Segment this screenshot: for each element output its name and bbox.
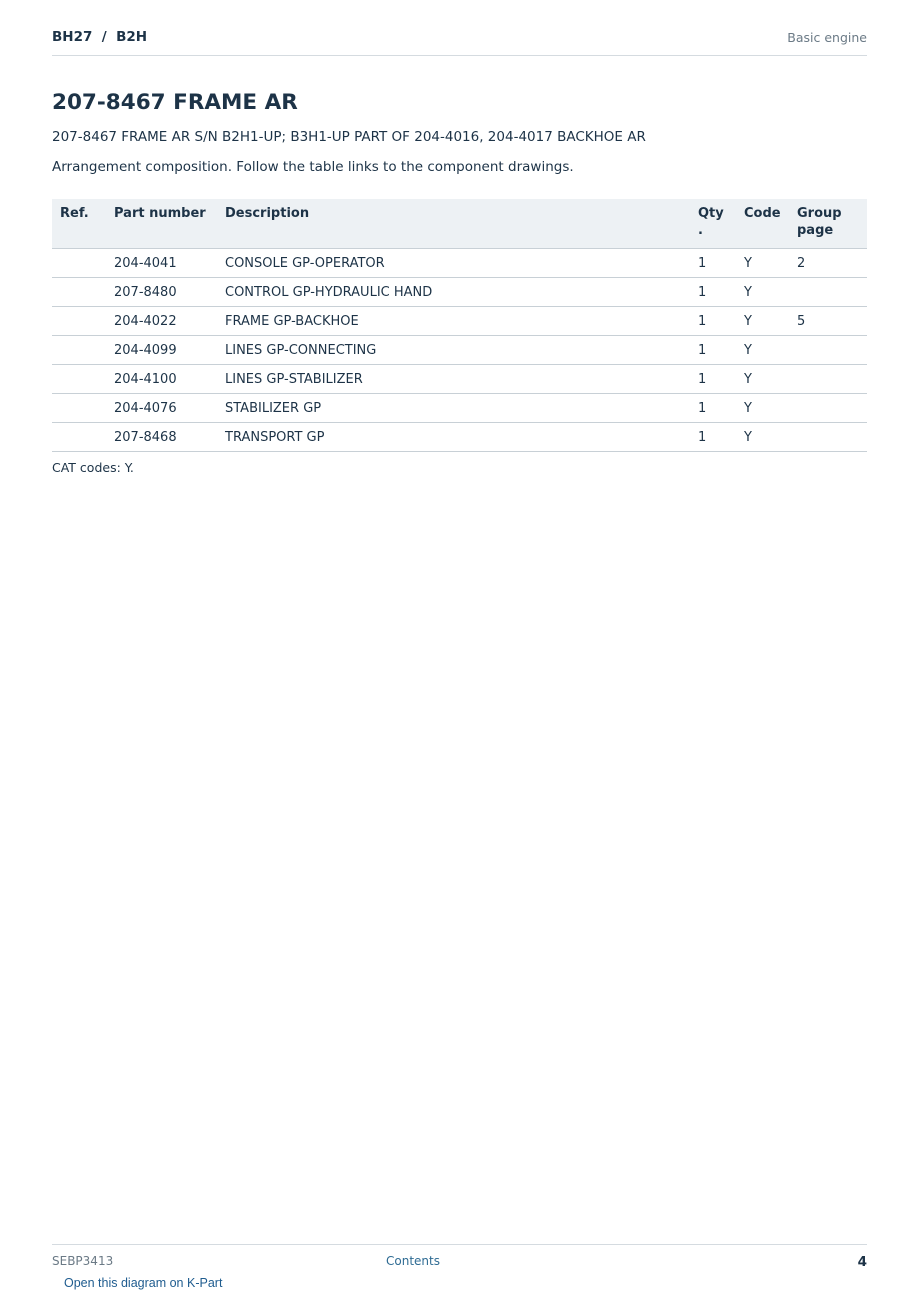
cell-code: Y — [736, 336, 789, 365]
cell-group-page — [789, 278, 867, 307]
cell-ref — [52, 336, 106, 365]
cell-code: Y — [736, 423, 789, 452]
part-number-link[interactable]: 204-4022 — [106, 307, 217, 336]
table-row — [52, 394, 867, 423]
cell-code: Y — [736, 278, 789, 307]
cell-part-number: 204-4076 — [106, 394, 217, 423]
cell-ref — [52, 423, 106, 452]
page-header — [52, 29, 867, 56]
col-header-group-line2: page — [797, 223, 834, 238]
cell-code: Y — [736, 365, 789, 394]
table-row — [52, 307, 867, 336]
group-page-link[interactable]: 2 — [789, 249, 867, 278]
col-header-qty-line2: . — [698, 223, 703, 238]
page-footer — [52, 1244, 867, 1274]
page-number: 4 — [857, 1254, 867, 1270]
open-in-kpart-link[interactable]: Open this diagram on K-Part — [64, 1276, 223, 1290]
col-header-code: Code — [736, 199, 789, 249]
cell-part-number: 204-4100 — [106, 365, 217, 394]
cell-description: FRAME GP-BACKHOE — [217, 307, 690, 336]
col-header-group-page — [789, 199, 867, 249]
parts-table — [52, 199, 867, 452]
cell-group-page — [789, 423, 867, 452]
cell-code: Y — [736, 307, 789, 336]
col-header-ref: Ref. — [52, 199, 106, 249]
cell-description: LINES GP-CONNECTING — [217, 336, 690, 365]
col-header-qty-line1: Qty — [698, 206, 724, 221]
breadcrumb: BH27 / B2H — [52, 29, 148, 45]
cell-qty: 1 — [690, 278, 736, 307]
cell-description: TRANSPORT GP — [217, 423, 690, 452]
cell-group-page — [789, 394, 867, 423]
group-page-link[interactable]: 5 — [789, 307, 867, 336]
page-title: 207-8467 FRAME AR — [52, 90, 298, 115]
table-row — [52, 423, 867, 452]
table-row — [52, 278, 867, 307]
cell-ref — [52, 278, 106, 307]
cat-codes-note: CAT codes: Y. — [52, 460, 134, 475]
cell-qty: 1 — [690, 249, 736, 278]
table-row — [52, 365, 867, 394]
cell-qty: 1 — [690, 307, 736, 336]
cell-part-number: 204-4099 — [106, 336, 217, 365]
cell-ref — [52, 307, 106, 336]
cell-group-page — [789, 365, 867, 394]
cell-ref — [52, 394, 106, 423]
col-header-group-line1: Group — [797, 206, 842, 221]
cell-qty: 1 — [690, 394, 736, 423]
cell-description: CONTROL GP-HYDRAULIC HAND — [217, 278, 690, 307]
table-row — [52, 336, 867, 365]
cell-code: Y — [736, 249, 789, 278]
cell-part-number: 207-8468 — [106, 423, 217, 452]
document-id: SEBP3413 — [52, 1254, 114, 1268]
cell-description: STABILIZER GP — [217, 394, 690, 423]
cell-ref — [52, 365, 106, 394]
cell-part-number: 207-8480 — [106, 278, 217, 307]
cell-qty: 1 — [690, 423, 736, 452]
page-subtitle: 207-8467 FRAME AR S/N B2H1-UP; B3H1-UP PART OF 204-4016, 204-4017 BACKHOE AR — [52, 129, 646, 145]
cell-qty: 1 — [690, 336, 736, 365]
part-number-link[interactable]: 204-4041 — [106, 249, 217, 278]
section-label: Basic engine — [787, 30, 867, 45]
cell-description: LINES GP-STABILIZER — [217, 365, 690, 394]
contents-link[interactable]: Contents — [386, 1254, 440, 1268]
cell-description: CONSOLE GP-OPERATOR — [217, 249, 690, 278]
table-header-row — [52, 199, 867, 249]
col-header-description: Description — [217, 199, 690, 249]
cell-code: Y — [736, 394, 789, 423]
col-header-qty — [690, 199, 736, 249]
cell-qty: 1 — [690, 365, 736, 394]
table-row — [52, 249, 867, 278]
page-note: Arrangement composition. Follow the table links to the component drawings. — [52, 159, 574, 175]
cell-group-page — [789, 336, 867, 365]
col-header-part-number: Part number — [106, 199, 217, 249]
cell-ref — [52, 249, 106, 278]
